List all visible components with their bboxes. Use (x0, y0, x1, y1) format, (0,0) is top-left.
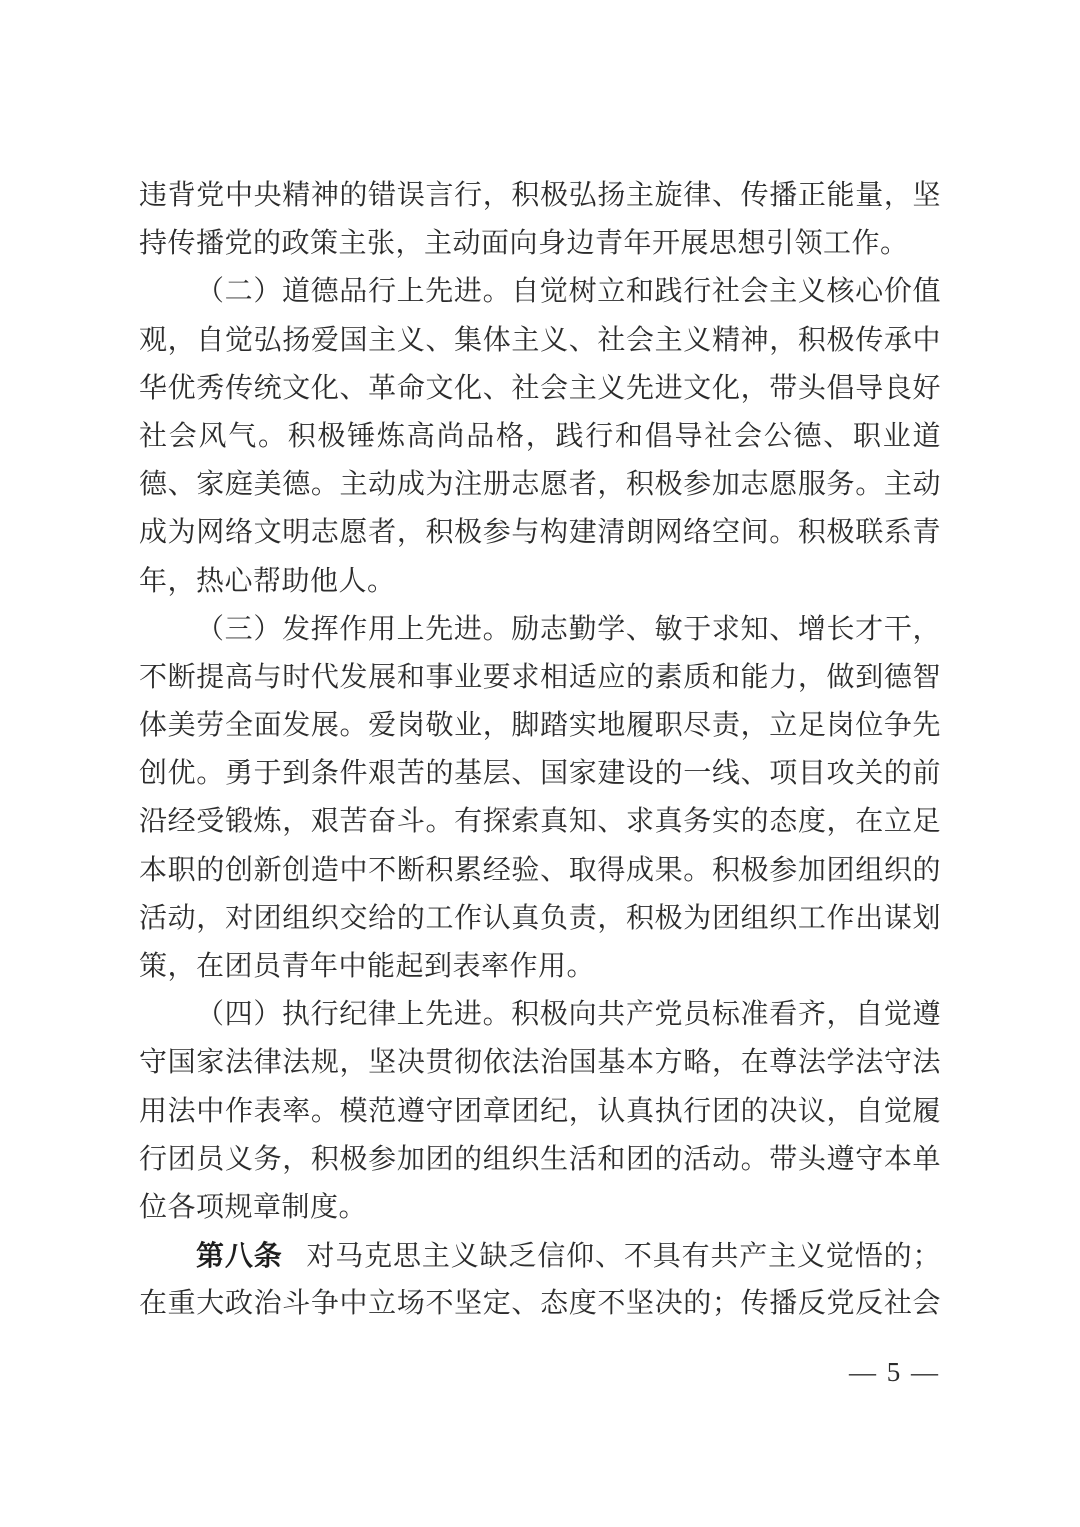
text-line: 策，在团员青年中能起到表率作用。 (139, 951, 596, 982)
text-line: 华优秀传统文化、革命文化、社会主义先进文化，带头倡导良好 (139, 372, 941, 404)
article-number: 第八条 (196, 1240, 283, 1272)
text-line: 在重大政治斗争中立场不坚定、态度不坚决的；传播反党反社会 (139, 1288, 941, 1320)
text-line (139, 1232, 941, 1280)
text-line: 沿经受锻炼，艰苦奋斗。有探索真知、求真务实的态度，在立足 (139, 806, 941, 838)
text-line: 社会风气。积极锤炼高尚品格，践行和倡导社会公德、职业道 (139, 420, 941, 452)
text-line: 持传播党的政策主张，主动面向身边青年开展思想引领工作。 (139, 228, 909, 260)
text-line: 活动，对团组织交给的工作认真负责，积极为团组织工作出谋划 (139, 902, 941, 934)
text-line: （三）发挥作用上先进。励志勤学、敏于求知、增长才干， (196, 613, 941, 645)
text-line: 观，自觉弘扬爱国主义、集体主义、社会主义精神，积极传承中 (139, 324, 941, 356)
text-line: 用法中作表率。模范遵守团章团纪，认真执行团的决议，自觉履 (139, 1095, 941, 1127)
text-line: 创优。勇于到条件艰苦的基层、国家建设的一线、项目攻关的前 (139, 758, 941, 790)
text-line: 守国家法律法规，坚决贯彻依法治国基本方略，在尊法学法守法 (139, 1047, 941, 1079)
text-line-content: 对马克思主义缺乏信仰、不具有共产主义觉悟的； (306, 1241, 941, 1273)
document-body (139, 172, 941, 1329)
page-footer (849, 1352, 940, 1392)
text-line: 德、家庭美德。主动成为注册志愿者，积极参加志愿服务。主动 (139, 469, 941, 501)
text-line: 行团员义务，积极参加团的组织生活和团的活动。带头遵守本单 (139, 1143, 941, 1175)
text-line: 违背党中央精神的错误言行，积极弘扬主旋律、传播正能量，坚 (139, 180, 941, 211)
text-line: 成为网络文明志愿者，积极参与构建清朗网络空间。积极联系青 (139, 517, 941, 549)
text-line: 本职的创新创造中不断积累经验、取得成果。积极参加团组织的 (139, 854, 941, 886)
text-line: 不断提高与时代发展和事业要求相适应的素质和能力，做到德智 (139, 661, 941, 693)
text-line: （二）道德品行上先进。自觉树立和践行社会主义核心价值 (196, 276, 941, 308)
text-line: 位各项规章制度。 (139, 1191, 368, 1223)
text-line: 体美劳全面发展。爱岗敬业，脚踏实地履职尽责，立足岗位争先 (139, 710, 941, 742)
text-line: 年，热心帮助他人。 (139, 565, 396, 597)
page-number: — 5 — (849, 1357, 940, 1387)
text-line: （四）执行纪律上先进。积极向共产党员标准看齐，自觉遵 (196, 999, 941, 1031)
